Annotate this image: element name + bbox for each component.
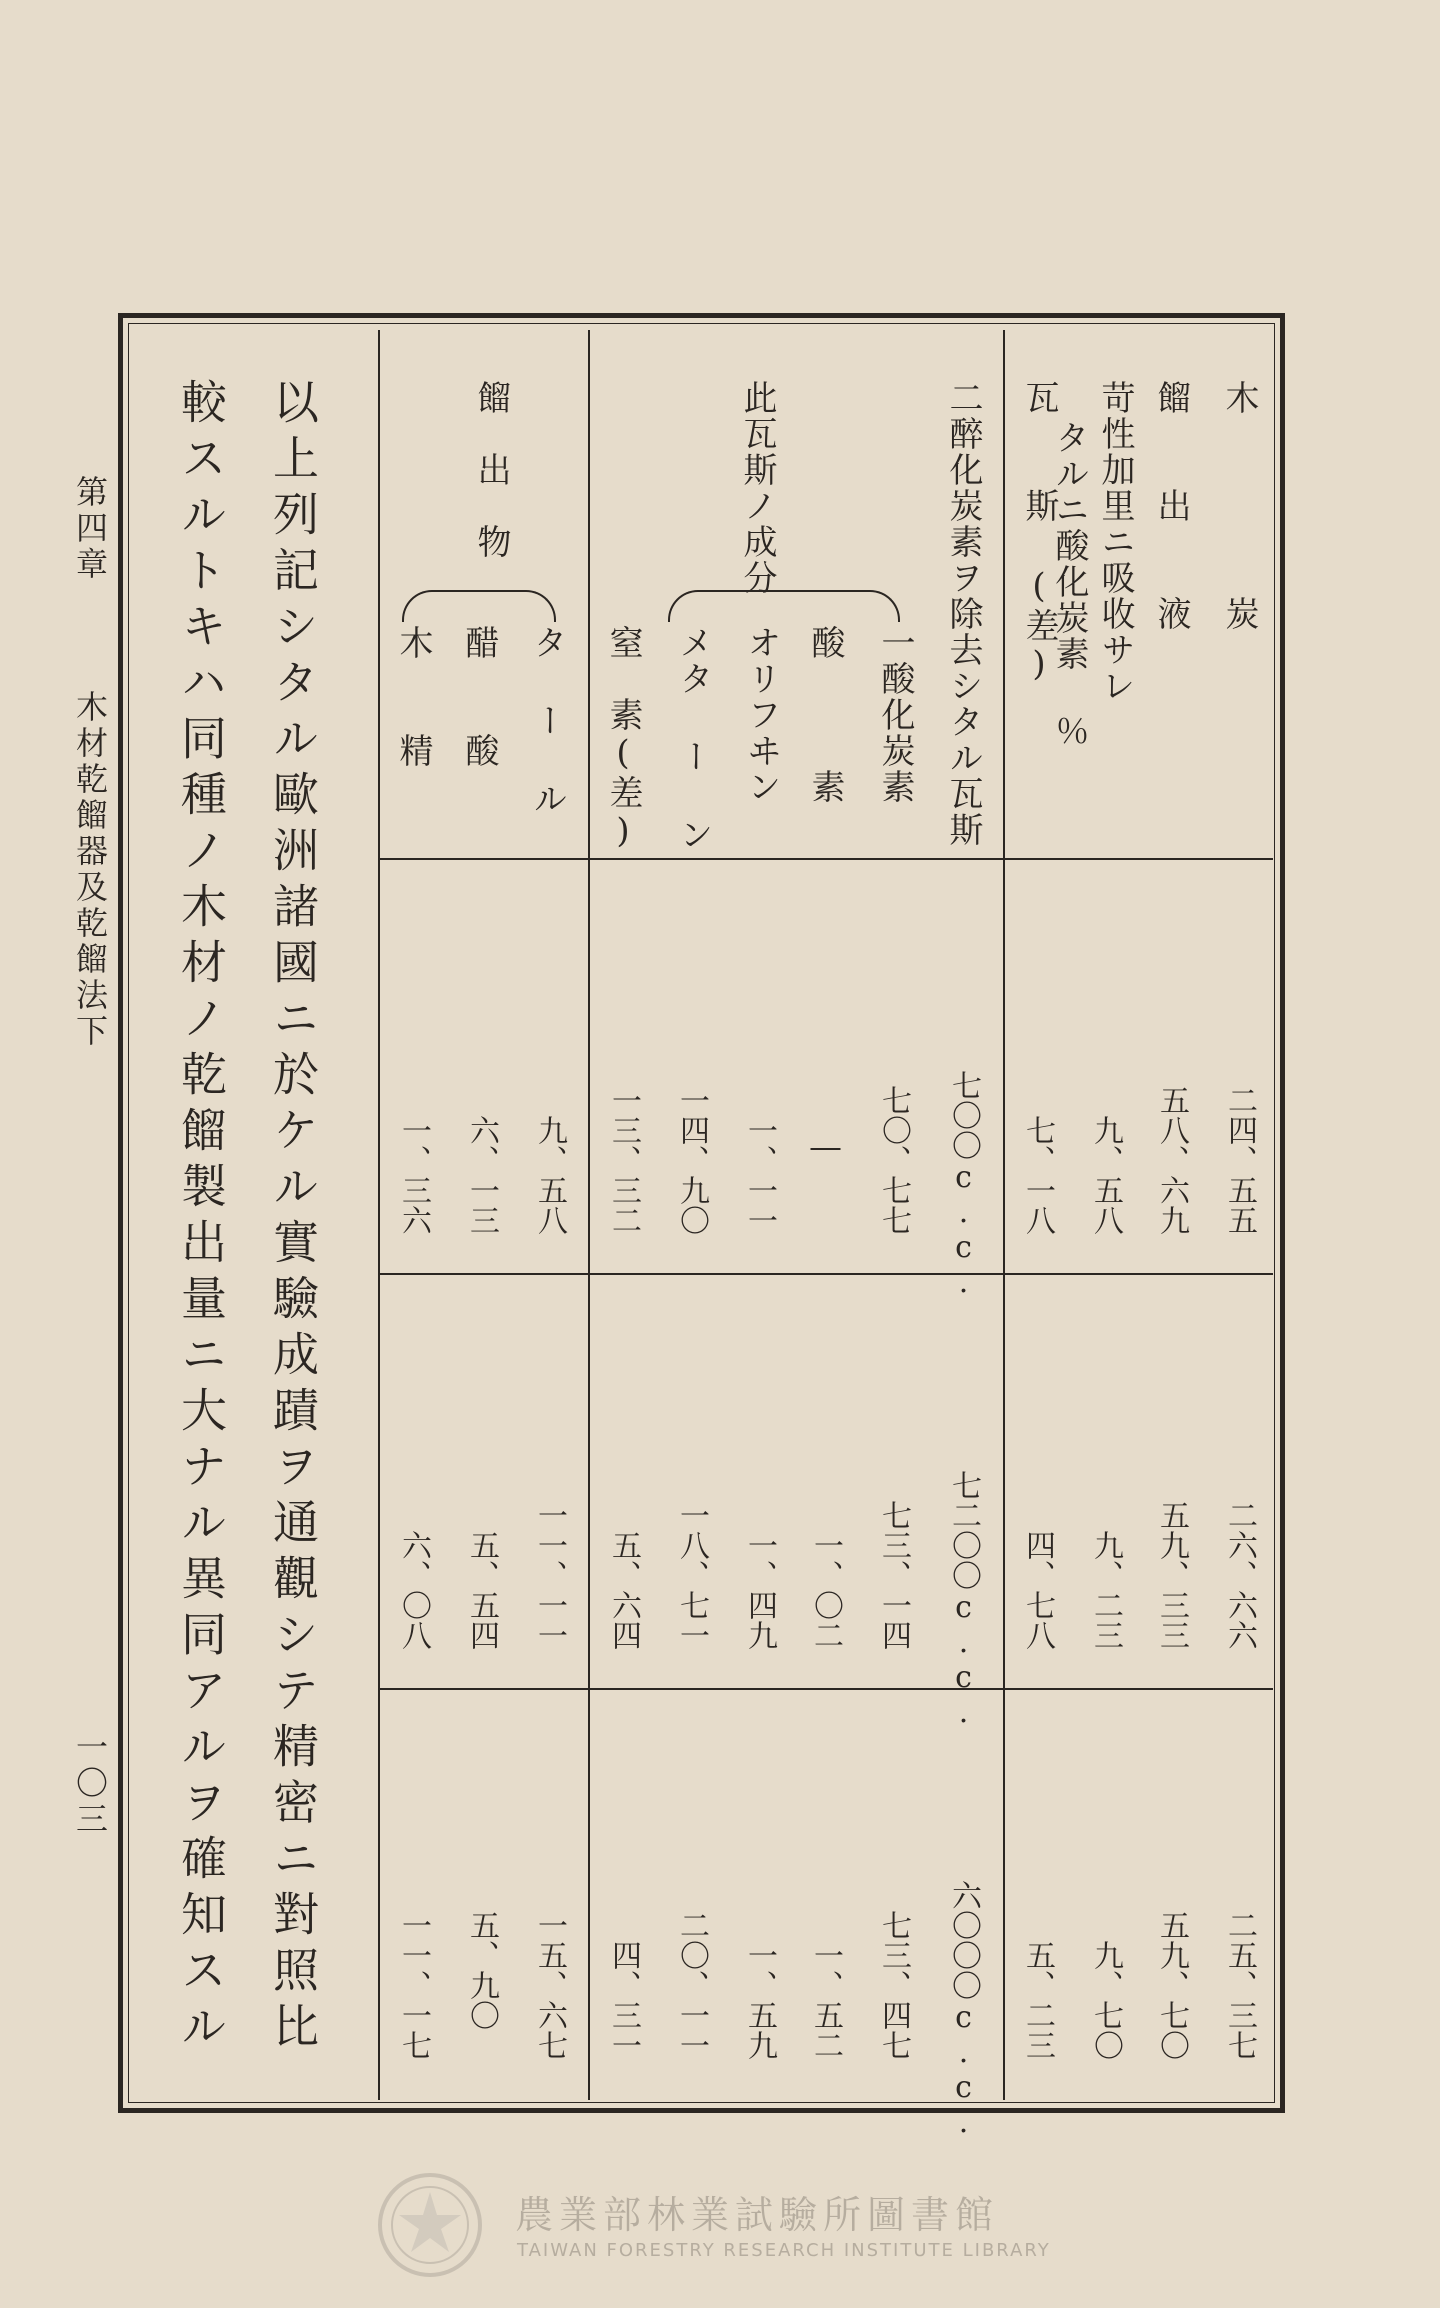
col2-distillate: 五九、三三 (1154, 1500, 1189, 1650)
col3-gas-volume: 六〇〇〇c.c. (946, 1880, 981, 2140)
row-header-wood-spirit: 木 精 (393, 625, 433, 769)
row-header-methane: メタ ー ン (673, 625, 713, 853)
library-name-en: TAIWAN FORESTRY RESEARCH INSTITUTE LIBRARY (517, 2240, 1051, 2261)
col1-wood-spirit: 一、三六 (396, 1115, 431, 1235)
header-divider (380, 858, 1273, 860)
col2-olefin: 一、四九 (742, 1530, 777, 1650)
row-header-distillates: 餾 出 物 (471, 380, 511, 560)
row-header-oxygen: 酸 素 (805, 625, 845, 805)
group-divider-3 (378, 330, 380, 2100)
col2-wood-spirit: 六、〇八 (396, 1530, 431, 1650)
row-header-gas-components: 此瓦斯ノ成分 (737, 380, 777, 596)
col3-tar: 一五、六七 (532, 1910, 567, 2060)
col2-tar: 一一、一一 (532, 1500, 567, 1650)
chapter-label: 第四章 (71, 475, 109, 583)
library-watermark (0, 2170, 1440, 2280)
col3-gas: 五、二三 (1020, 1940, 1055, 2060)
col2-co2: 九、二三 (1088, 1530, 1123, 1650)
running-title: 木材乾餾器及乾餾法下 (71, 690, 109, 1050)
col3-methane: 二〇、一一 (674, 1910, 709, 2060)
row-header-nitrogen-diff: 窒 素(差) (603, 625, 643, 853)
col1-nitrogen: 一三、三二 (606, 1085, 641, 1235)
row-header-gas-without-co2: 二醉化炭素ヲ除去シタル瓦斯 (943, 380, 983, 848)
col3-carbon-monoxide: 七三、四七 (876, 1910, 911, 2060)
library-seal-icon (375, 2170, 485, 2280)
col1-tar: 九、五八 (532, 1115, 567, 1235)
col2-acetic-acid: 五、五四 (464, 1530, 499, 1650)
col1-distillate: 五八、六九 (1154, 1085, 1189, 1235)
row-header-distillate: 餾 出 液 (1151, 380, 1191, 632)
col1-co2: 九、五八 (1088, 1115, 1123, 1235)
col2-oxygen: 一、〇二 (808, 1530, 843, 1650)
col1-methane: 一四、九〇 (674, 1085, 709, 1235)
col2-gas: 四、七八 (1020, 1530, 1055, 1650)
group-divider-2 (588, 330, 590, 2100)
row-header-charcoal: 木 炭 (1219, 380, 1259, 632)
column-divider-1 (380, 1273, 1273, 1275)
row-header-co2-absorbed-1: 苛性加里ニ吸收サレ (1095, 380, 1135, 704)
col3-olefin: 一、五九 (742, 1940, 777, 2060)
col3-nitrogen: 四、三一 (606, 1940, 641, 2060)
page-number: 一〇三 (71, 1730, 109, 1838)
gas-components-brace (668, 590, 900, 622)
col3-charcoal: 二五、三七 (1222, 1910, 1257, 2060)
col1-charcoal: 二四、五五 (1222, 1085, 1257, 1235)
col1-olefin: 一、一一 (742, 1115, 777, 1235)
group-divider-1 (1003, 330, 1005, 2100)
row-header-gas-diff: 瓦 斯 (差) (1019, 380, 1059, 686)
col3-acetic-acid: 五、九〇 (464, 1910, 499, 2030)
column-divider-2 (380, 1688, 1273, 1690)
col3-wood-spirit: 一一、一七 (396, 1910, 431, 2060)
col2-methane: 一八、七一 (674, 1500, 709, 1650)
col1-acetic-acid: 六、一三 (464, 1115, 499, 1235)
row-header-co2-absorbed-2: タルニ酸化炭素 ％ (1049, 420, 1089, 750)
col2-carbon-monoxide: 七三、一四 (876, 1500, 911, 1650)
row-header-olefin: オリフヰン (741, 625, 781, 805)
col1-gas-volume: 七〇〇c.c. (946, 1070, 981, 1300)
row-header-carbon-monoxide: 一酸化炭素 (875, 625, 915, 805)
col2-charcoal: 二六、六六 (1222, 1500, 1257, 1650)
library-name-zh: 農業部林業試驗所圖書館 (515, 2193, 1000, 2237)
col3-distillate: 五九、七〇 (1154, 1910, 1189, 2060)
col1-oxygen: ― (808, 1130, 843, 1165)
col1-gas: 七、一八 (1020, 1115, 1055, 1235)
col2-nitrogen: 五、六四 (606, 1530, 641, 1650)
body-text-line-2: 較スルトキハ同種ノ木材ノ乾餾製出量ニ大ナル異同アルヲ確知スル (174, 378, 228, 2058)
row-header-tar: タ ー ル (527, 625, 567, 817)
col1-carbon-monoxide: 七〇、七七 (876, 1085, 911, 1235)
body-text-line-1: 以上列記シタル歐洲諸國ニ於ケル實驗成蹟ヲ通觀シテ精密ニ對照比 (266, 378, 320, 2058)
col3-co2: 九、七〇 (1088, 1940, 1123, 2060)
col3-oxygen: 一、五二 (808, 1940, 843, 2060)
row-header-acetic-acid: 醋 酸 (459, 625, 499, 769)
distillates-brace (402, 590, 556, 622)
col2-gas-volume: 七二〇〇c.c. (946, 1470, 981, 1730)
